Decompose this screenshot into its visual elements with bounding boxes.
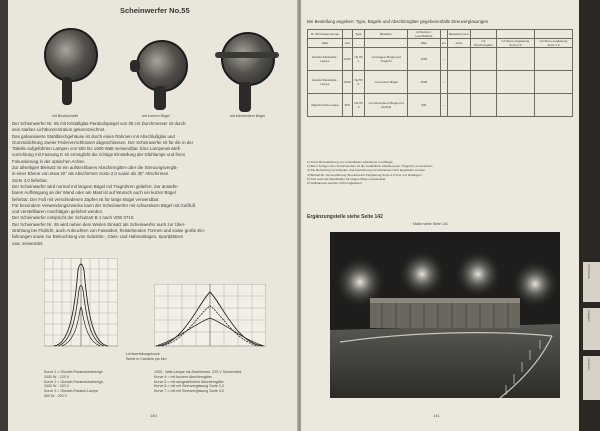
legend-entry: 500 W - 220 V (44, 393, 67, 398)
distribution-curve-plot-right (154, 284, 266, 350)
table-cell (447, 94, 470, 117)
body-line: in einer Ebene von etwa 20° als Abschirmen Sorte 2,0 sowie als 30° Abschirmen (12, 171, 169, 177)
table-cell: Bestellnummer (447, 30, 470, 39)
caption-1: mit Bruckschelle (52, 114, 79, 118)
body-line: Der Scheinwerfer wird normal mit langem Bügel mit Tragrohren geliefert. Zur anstelle- (12, 183, 179, 189)
table-cell: 500 (342, 94, 352, 117)
table-cell: ~ (440, 71, 447, 94)
table-cell (534, 48, 572, 71)
body-line: usw. verwendet. (12, 240, 44, 246)
caption-3: mit schwenkem Bügel (230, 114, 265, 118)
table-cell: Allgebrauchs-Lampe (308, 94, 343, 117)
legend-left (44, 370, 104, 399)
table-cell (447, 71, 470, 94)
floodlight-photo-1 (38, 22, 108, 112)
table-cell: mit Streu-verglasung Sorte 2,0 (496, 39, 534, 48)
edge-tab-2: Angaben (583, 308, 600, 350)
table-cell (365, 39, 408, 48)
legend-entry: Kurve 1 = Glockel-Parabolstrahlerige (44, 370, 103, 374)
legend-entry: Kurve 3 = Glockel-Parabol-Lampe (44, 389, 99, 394)
legend-entry: Kurve 4 = mit kurzem Abschirmgitter (154, 374, 212, 379)
table-cell: 500 (407, 94, 440, 117)
table-cell (470, 48, 496, 71)
page-number-right: 141 (433, 413, 440, 418)
footnote: 2) Beim Anlegen des Scheinwerfers ist die zusätzliche Ableitung des Tragrohrs zu beachten. (307, 164, 434, 169)
footnote: 4) Bestell-Nr. bei Ausführung Streubereich-Verglasung Sorte 2,0 bzw. 4,0 anhängen. (307, 172, 423, 177)
caption-2: mit kurzem Bügel (142, 114, 170, 118)
table-cell: Bestellnr. (365, 30, 408, 39)
table-cell: Watt (308, 39, 343, 48)
table-cell (496, 71, 534, 94)
table-cell (470, 30, 496, 39)
legend-entry: Kurve 5 = mit ausgedehntem Abschirmgitter (154, 379, 224, 384)
table-cell: Watt (407, 39, 440, 48)
table-cell (496, 48, 534, 71)
table-cell: Na 55 L (352, 48, 365, 71)
section-title: Ergänzungsteile siehe Seite 142 (307, 214, 383, 220)
spec-table (307, 29, 573, 117)
distribution-curve-plot-left (44, 258, 118, 350)
table-cell: Type (352, 30, 365, 39)
body-text (12, 121, 294, 247)
left-page (8, 0, 298, 431)
legend-entry: 1000 W - 220 V (44, 384, 69, 389)
edge-tab-1: Technische (583, 262, 600, 302)
table-row (308, 48, 573, 71)
table-cell (440, 30, 447, 39)
table-cell (470, 71, 496, 94)
body-line: vorrichtung mit Fassung E 40 ermöglicht die richtige Einstellung der Glühlampe und ihres (12, 152, 186, 158)
table-cell: Glockel-Parabolstr.-Lampe (308, 48, 343, 71)
footnote: 6) Glühlampen werden nicht mitgeliefert. (307, 181, 363, 186)
legend-entry: Kurve 2 = Glockel-Parabolstrahlerige, (44, 379, 104, 384)
stadium-night-photo (330, 232, 560, 398)
table-cell: Glockel-Parabolstr.-Lampe (308, 71, 343, 94)
table-cell: 1500 (342, 71, 352, 94)
body-line: Das galvanisierte Stahlblechgehäuse ist durch einen Rahmen mit Abschlußglas und (12, 133, 175, 139)
table-cell (342, 30, 352, 39)
table-cell: Lichtstrom / Leuchtdichte (407, 30, 440, 39)
table-cell: ~ (440, 94, 447, 117)
legend-entry: Kurve 6 = mit mit Streuverglasung Sorte 2,0 (154, 384, 224, 389)
table-cell: Nr. 55 Dunkel-Lampe (308, 30, 343, 39)
edge-tab-3: Leuchten (583, 356, 600, 400)
table-cell: mit Abschirmgitter (470, 39, 496, 48)
body-line: fahrungen sowie zur Beleuchtung von Industrie-, Gleis- und Hafenanlagen, Sportplätzen (12, 234, 184, 240)
table-cell (447, 48, 470, 71)
table-cell: 1000 (407, 48, 440, 71)
table-cell: mit kurzem Bügel (365, 71, 408, 94)
body-line: lieferbar. Der Fuß mit verschiedenen Zapfen ist für lange Bügel verwendbar. (12, 196, 160, 202)
body-line: und verstellbaren Anschlägen geliefert werden. (12, 209, 104, 215)
chart-caption: Lichtverteilungskurve Werte in Candela pro klm (126, 352, 167, 361)
body-line: Tabelle aufgeführten Lampen von 500 bis 1500 Watt verwendbar. Eine Lampeneinstell- (12, 146, 181, 152)
table-cell (496, 30, 534, 39)
body-line: Fokussierung in der optischen Achse. (12, 158, 85, 164)
floodlight-photo-3 (213, 22, 283, 117)
legend-right (154, 370, 241, 394)
body-line: Für besondere Verwendungszwecke kann der Scheinwerfer mit schwenkem Bügel mit Gußfuß (12, 202, 196, 208)
footnote: 1) Rund 80 Ausführung mit verstellbarer Glühlampe und Bügel. (307, 160, 394, 164)
photo-caption: Maße siehe Seite 141 (413, 222, 448, 226)
table-row (308, 71, 573, 94)
table-cell: Lm (440, 39, 447, 48)
table-cell (534, 94, 572, 117)
legend-entry: 1000 W - 125 V (44, 374, 69, 379)
table-title: Bei Bestellung angeben: Type, Bügeln und Abschirmgitter gegebenenfalls Streuverglasungen (307, 19, 489, 24)
table-cell: Na 55 S (352, 94, 365, 117)
table-cell (534, 71, 572, 94)
page-title: Scheinwerfer No.55 (120, 6, 190, 15)
table-cell: 1500 (407, 71, 440, 94)
table-cell: 1000 (342, 48, 352, 71)
body-line: Gummidichtung zweier Federverschlüssen abgeschlossen. Der Scheinwerfer ist für die in der (12, 139, 194, 145)
floodlight-photo-2 (126, 30, 196, 115)
body-line: strahlung bei Flutlicht, auch Anleuchten von Fassaden, freistehenden Türmen und sowie große Ein- (12, 228, 206, 234)
body-line: baren Aufhängung an der Wand oder am Mast ist auf Wunsch auch ein kurzer Bügel (12, 190, 176, 196)
footnotes (307, 160, 433, 185)
table-row (308, 30, 573, 39)
table-row (308, 94, 573, 117)
table-cell: Na 55 K (352, 71, 365, 94)
body-line: Sorte 4,0 lieferbar. (12, 177, 48, 183)
table-cell: mit schwenkem Bügel und Gußfuß (365, 94, 408, 117)
table-cell: mit langem Bügel und Tragrohr (365, 48, 408, 71)
right-page (301, 0, 579, 431)
table-cell: ~ (440, 48, 447, 71)
body-line: Zur allseitigen Bleisatz ist ein aufsteckbares Abschirmgitter oder die Streuungsverglä- (12, 165, 178, 171)
table-cell (352, 39, 365, 48)
body-line: Der Scheinwerfer Nr. 55 wird neben dem Weiten Einsatz als Scheinwerfer auch zur Über- (12, 221, 186, 227)
body-line: Der Scheinwerfer Nr. 55 mit Kristallglas-Parabolspiegel von 35 cm Durchmesser ist durch (12, 121, 186, 126)
table-cell (534, 30, 572, 39)
table-cell: Volt (342, 39, 352, 48)
footnote: 3) Die Bestellung verschieden und Ausführung mit Glühlampe nicht abgeliefert werden. (307, 168, 427, 173)
footnote: 5) Fuß auch als Wandhalter für langen Bügel verwendbar. (307, 176, 387, 181)
body-line: sein starkes Lichtkonzentration gekennzeichnet. (12, 127, 106, 133)
table-cell (496, 94, 534, 117)
table-cell (470, 94, 496, 117)
legend-entry: 1000 - Watt-Lampe mit Abschirmen, 220 V Sonnenlicht (154, 370, 242, 374)
table-row (308, 39, 573, 48)
legend-entry: Kurve 7 = mit mit Streuverglasung Sorte 4,0 (154, 389, 224, 394)
page-number: 140 (150, 413, 157, 418)
body-line: Der Scheinwerfer entspricht der Schutzart B 1 nach VDE 0710. (12, 215, 135, 221)
table-cell: ohne (447, 39, 470, 48)
table-cell: mit Streu-verglasung Sorte 4,0 (534, 39, 572, 48)
